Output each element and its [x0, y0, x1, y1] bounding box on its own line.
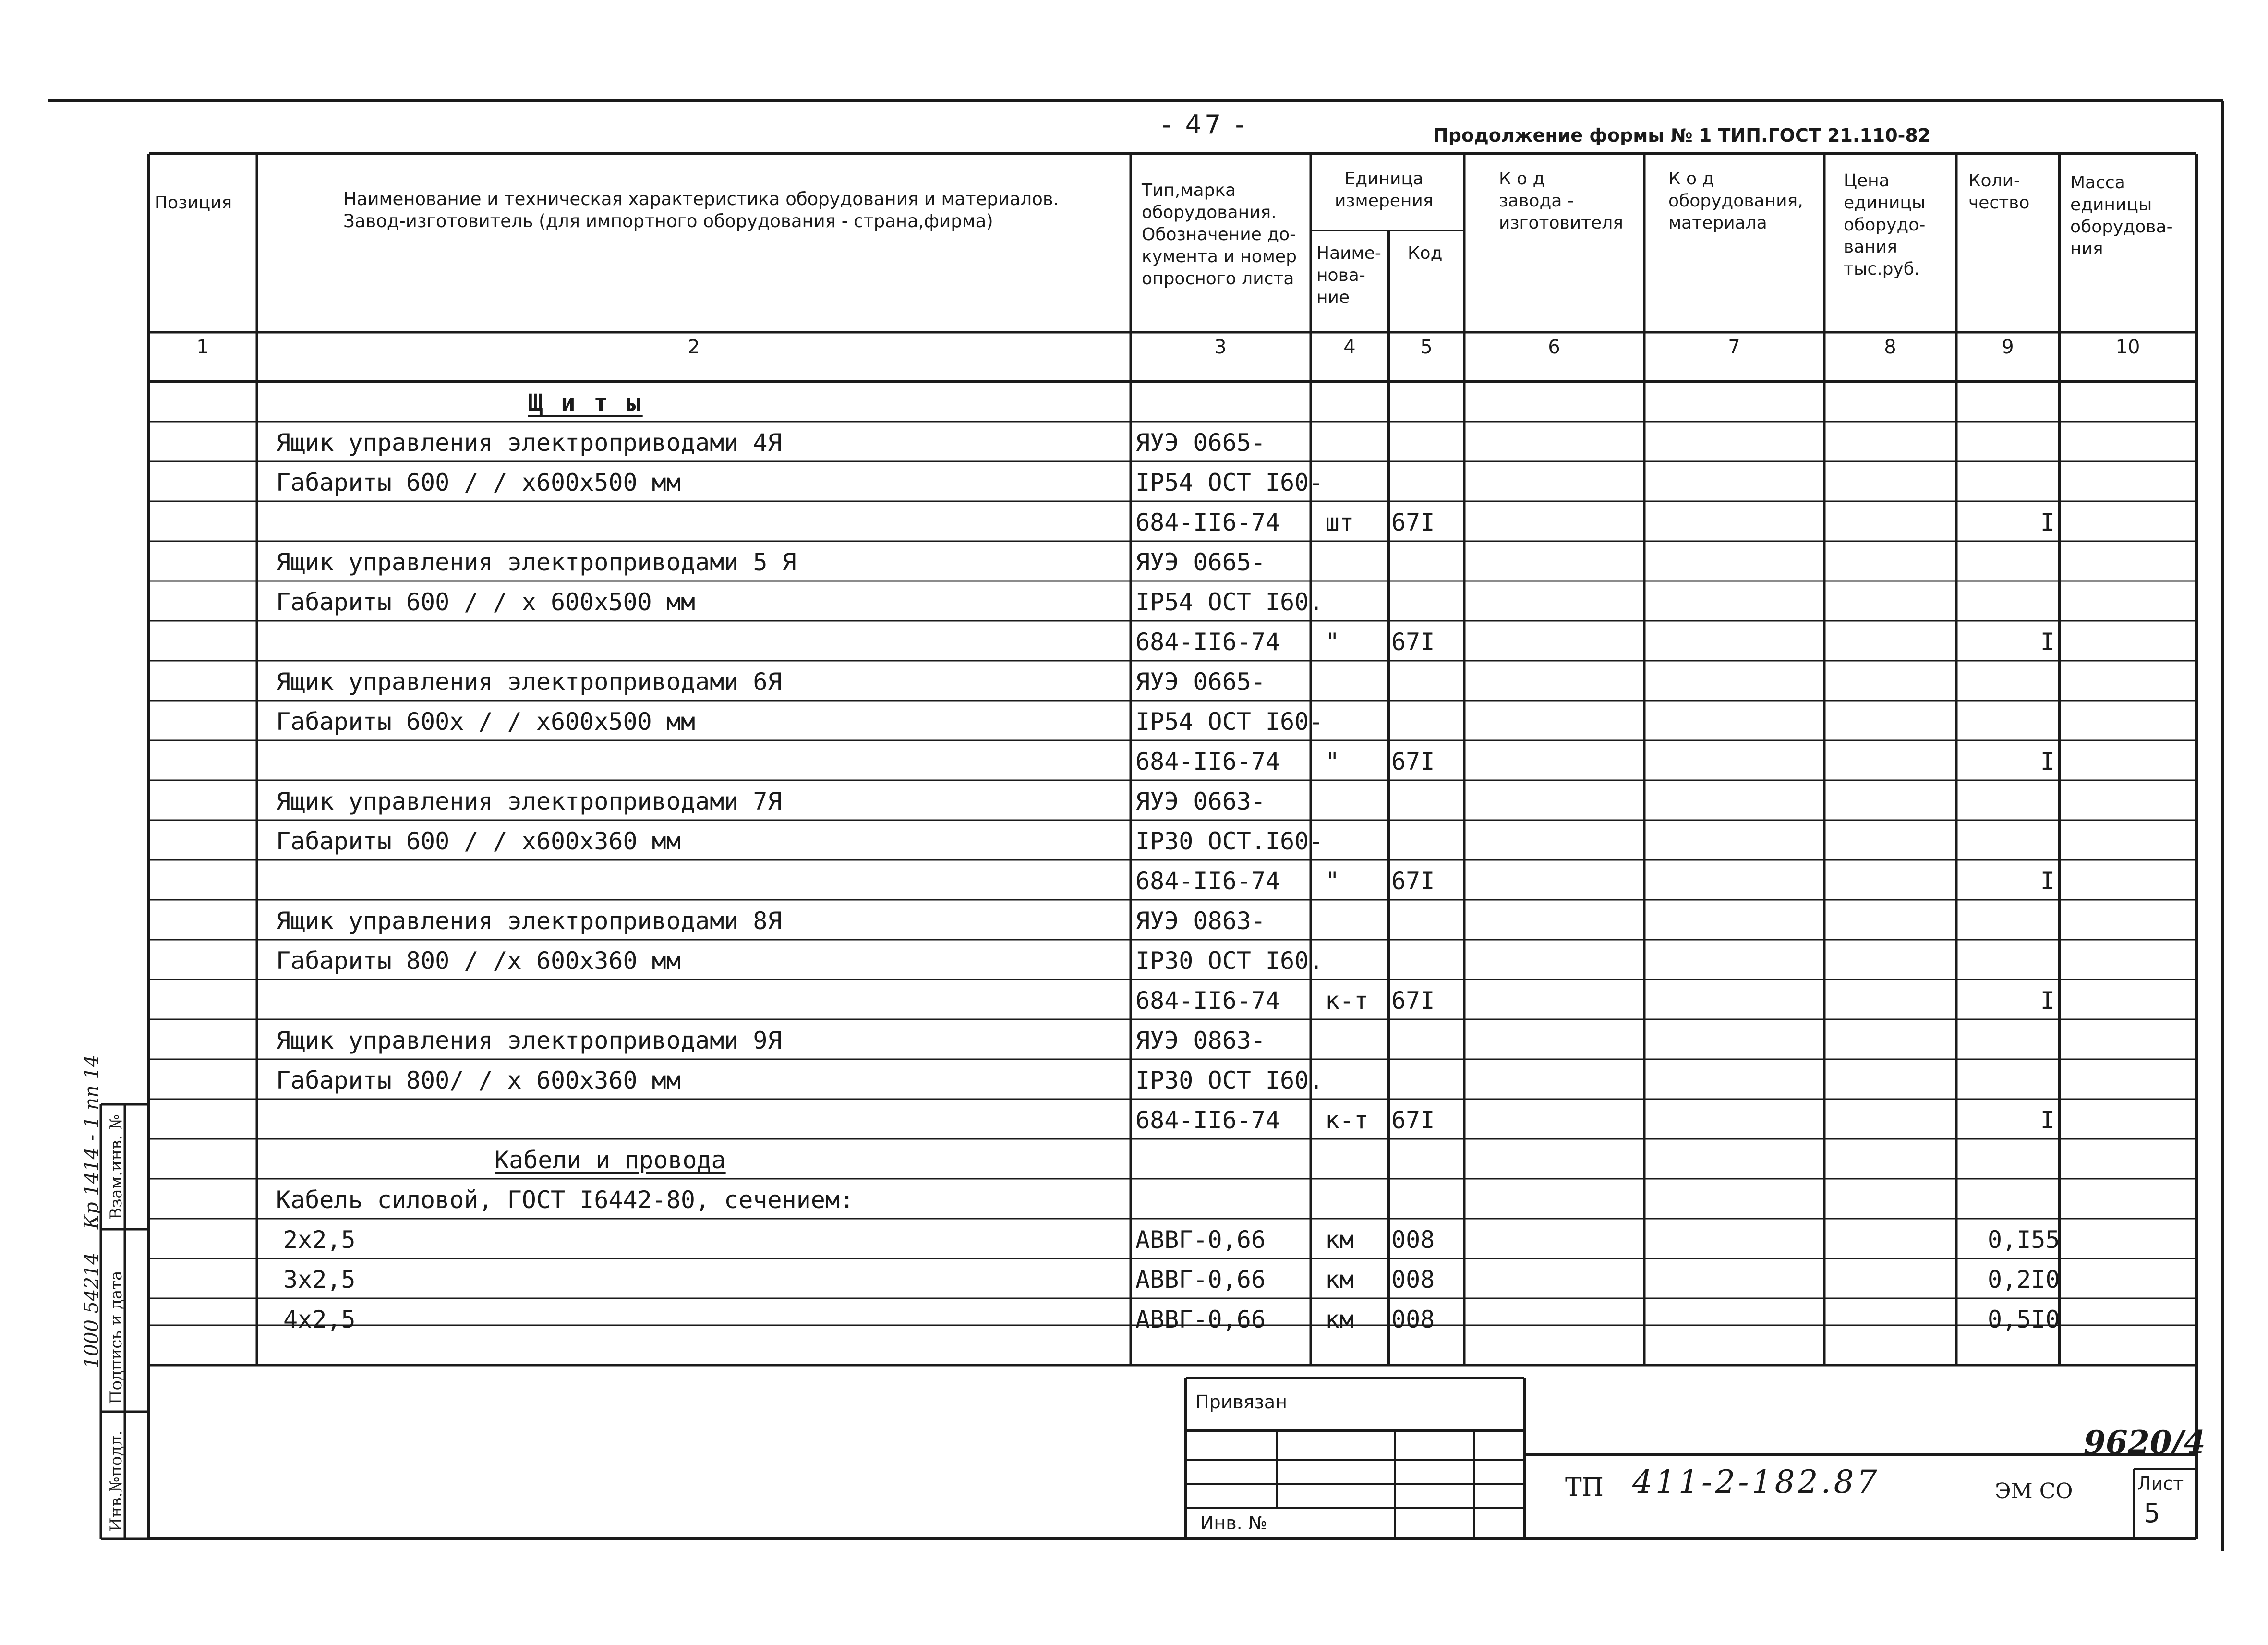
- row-type: IP30 ОСТ I60.: [1135, 947, 1324, 975]
- row-unit: км: [1325, 1266, 1354, 1294]
- row-unit: шт: [1325, 508, 1354, 536]
- row-unit: ": [1325, 748, 1340, 775]
- column-number: 3: [1214, 336, 1227, 358]
- row-name: Ящик управления электроприводами 4Я: [276, 429, 782, 457]
- header-name: Наименование и техническая характеристика оборудования и материалов. Завод-изготовитель (для импортного оборудования - страна,фирма): [343, 189, 1059, 231]
- row-code: 008: [1391, 1266, 1435, 1294]
- row-type: ЯУЭ 0665-: [1135, 668, 1266, 696]
- stamp-privyazan: Привязан: [1195, 1391, 1287, 1413]
- stamp-tp-number: 411-2-182.87: [1632, 1464, 1880, 1500]
- row-type: IP54 ОСТ I60-: [1135, 469, 1324, 496]
- column-number: 5: [1420, 336, 1433, 358]
- stamp-sheet-label: Лист: [2137, 1473, 2184, 1494]
- row-quantity: 0,5I0: [1988, 1306, 2060, 1333]
- row-code: 67I: [1391, 748, 1435, 775]
- column-number: 9: [2002, 336, 2014, 358]
- row-unit: к-т: [1325, 987, 1369, 1015]
- row-type: 684-II6-74: [1135, 628, 1280, 656]
- column-number: 7: [1728, 336, 1740, 358]
- row-type: ЯУЭ 0663-: [1135, 787, 1266, 815]
- row-quantity: I: [2040, 748, 2055, 775]
- header-unit-code: Код: [1408, 243, 1443, 263]
- row-unit: км: [1325, 1306, 1354, 1333]
- row-quantity: 0,2I0: [1988, 1266, 2060, 1294]
- row-code: 008: [1391, 1226, 1435, 1254]
- column-number: 6: [1548, 336, 1560, 358]
- row-type: АВВГ-0,66: [1135, 1266, 1266, 1294]
- row-type: ЯУЭ 0863-: [1135, 907, 1266, 935]
- header-unit-price: Цена единицы оборудо- вания тыс.руб.: [1844, 171, 1926, 279]
- row-name: Ящик управления электроприводами 5 Я: [276, 548, 796, 576]
- row-type: IP30 ОСТ I60.: [1135, 1066, 1324, 1094]
- row-code: 67I: [1391, 867, 1435, 895]
- stamp-sheet-number: 5: [2144, 1498, 2160, 1528]
- row-quantity: I: [2040, 867, 2055, 895]
- column-number: 10: [2115, 336, 2140, 358]
- row-name: Габариты 600 / / х 600х500 мм: [276, 588, 695, 616]
- row-name: Кабель силовой, ГОСТ I6442-80, сечением:: [276, 1186, 855, 1214]
- column-number: 1: [196, 336, 209, 358]
- row-type: ЯУЭ 0863-: [1135, 1027, 1266, 1054]
- row-name: Ящик управления электроприводами 9Я: [276, 1027, 782, 1054]
- header-quantity: Коли- чество: [1968, 171, 2030, 213]
- row-name: Щ и т ы: [528, 389, 643, 417]
- row-type: 684-II6-74: [1135, 987, 1280, 1015]
- row-type: 684-II6-74: [1135, 748, 1280, 775]
- row-code: 67I: [1391, 508, 1435, 536]
- row-unit: км: [1325, 1226, 1354, 1254]
- row-quantity: I: [2040, 628, 2055, 656]
- row-quantity: I: [2040, 1106, 2055, 1134]
- column-number: 4: [1343, 336, 1356, 358]
- stamp-section: ЭМ СО: [1995, 1479, 2073, 1503]
- row-name: Габариты 800 / /х 600х360 мм: [276, 947, 681, 975]
- row-type: ЯУЭ 0665-: [1135, 429, 1266, 457]
- row-name: Ящик управления электроприводами 7Я: [276, 787, 782, 815]
- row-quantity: 0,I55: [1988, 1226, 2060, 1254]
- header-position: Позиция: [155, 193, 232, 213]
- row-code: 67I: [1391, 1106, 1435, 1134]
- row-type: IP54 ОСТ I60-: [1135, 708, 1324, 736]
- side-label-vzam-inv: Взам.инв. №: [107, 1114, 126, 1220]
- row-name: 3х2,5: [283, 1266, 356, 1294]
- row-name: Габариты 600х / / х600х500 мм: [276, 708, 695, 736]
- header-unit-group: Единица измерения: [1335, 169, 1434, 211]
- row-unit: к-т: [1325, 1106, 1369, 1134]
- row-name: Габариты 600 / / х600х500 мм: [276, 469, 681, 496]
- row-type: АВВГ-0,66: [1135, 1226, 1266, 1254]
- row-name: Ящик управления электроприводами 6Я: [276, 668, 782, 696]
- row-code: 67I: [1391, 987, 1435, 1015]
- side-handwritten-1: 1000 54214: [81, 1252, 103, 1368]
- form-note: Продолжение формы № 1 ТИП.ГОСТ 21.110-82: [1433, 125, 1931, 146]
- row-name: 2х2,5: [283, 1226, 356, 1254]
- row-name: Ящик управления электроприводами 8Я: [276, 907, 782, 935]
- stamp-tp-label: ТП: [1565, 1473, 1604, 1502]
- header-unit-mass: Масса единицы оборудова- ния: [2070, 173, 2173, 259]
- row-type: IP30 ОСТ.I60-: [1135, 827, 1324, 855]
- header-manufacturer-code: К о д завода - изготовителя: [1499, 169, 1623, 233]
- header-equipment-code: К о д оборудования, материала: [1668, 169, 1803, 233]
- row-type: 684-II6-74: [1135, 508, 1280, 536]
- row-type: ЯУЭ 0665-: [1135, 548, 1266, 576]
- column-number: 2: [688, 336, 700, 358]
- side-handwritten-2: Кр 1414 - 1 пп 14: [81, 1054, 103, 1229]
- row-type: 684-II6-74: [1135, 1106, 1280, 1134]
- row-type: АВВГ-0,66: [1135, 1306, 1266, 1333]
- row-quantity: I: [2040, 508, 2055, 536]
- row-type: 684-II6-74: [1135, 867, 1280, 895]
- row-name: 4х2,5: [283, 1306, 356, 1333]
- row-unit: ": [1325, 867, 1340, 895]
- page-number: - 47 -: [1162, 109, 1248, 140]
- header-type: Тип,марка оборудования. Обозначение до- кумента и номер опросного листа: [1142, 181, 1297, 289]
- row-name: Габариты 600 / / х600х360 мм: [276, 827, 681, 855]
- album-number: 9620/4: [2084, 1424, 2206, 1461]
- stamp-inv: Инв. №: [1200, 1512, 1267, 1534]
- row-type: IP54 ОСТ I60.: [1135, 588, 1324, 616]
- row-code: 008: [1391, 1306, 1435, 1333]
- row-unit: ": [1325, 628, 1340, 656]
- side-label-sign-date: Подпись и дата: [107, 1270, 126, 1404]
- side-label-inv-orig: Инв.№подл.: [107, 1430, 126, 1532]
- row-name: Кабели и провода: [495, 1146, 726, 1174]
- row-quantity: I: [2040, 987, 2055, 1015]
- row-code: 67I: [1391, 628, 1435, 656]
- column-number: 8: [1884, 336, 1896, 358]
- row-name: Габариты 800/ / х 600х360 мм: [276, 1066, 681, 1094]
- header-unit-name: Наиме- нова- ние: [1316, 243, 1381, 307]
